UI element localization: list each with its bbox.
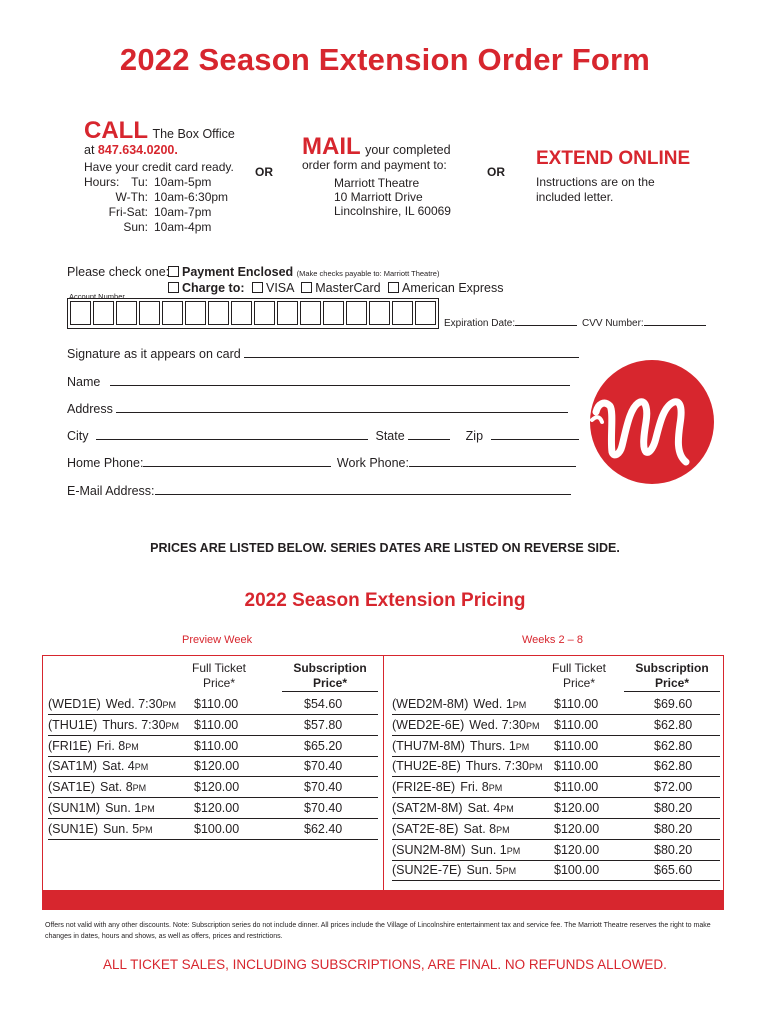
performance-label xyxy=(392,739,529,753)
full-ticket-price: $110.00 xyxy=(194,697,239,711)
subscription-price: $65.20 xyxy=(304,738,343,753)
hours-times xyxy=(154,175,228,235)
call-heading-big: CALL xyxy=(84,117,148,144)
table-row xyxy=(48,739,388,759)
series-code: (WED2E-6E) xyxy=(392,717,465,732)
subscription-price: $62.40 xyxy=(304,821,343,836)
full-ticket-price: $110.00 xyxy=(554,780,599,795)
pricing-title: 2022 Season Extension Pricing xyxy=(244,590,526,611)
performance-label xyxy=(48,759,148,773)
mastercard-label: MasterCard xyxy=(315,281,381,295)
hours-day: Sun: xyxy=(123,220,148,234)
full-ticket-price: $120.00 xyxy=(194,801,240,815)
performance-ampm: PM xyxy=(506,845,521,856)
table-row xyxy=(48,718,388,738)
full-price-header-line: Full Ticket xyxy=(191,661,246,675)
series-code: (SAT2M-8M) xyxy=(392,801,463,815)
table-row xyxy=(392,739,732,759)
subscription-price: $72.00 xyxy=(654,780,693,795)
performance-ampm: PM xyxy=(500,804,514,814)
online-line: Instructions are on the xyxy=(536,175,655,189)
account-number-digit-box[interactable] xyxy=(93,301,114,325)
performance-ampm: PM xyxy=(134,762,149,773)
full-ticket-price: $110.00 xyxy=(554,738,599,753)
performance-ampm: PM xyxy=(139,824,153,835)
full-ticket-price: $110.00 xyxy=(554,759,599,774)
amex-label: American Express xyxy=(402,281,504,295)
state-line[interactable] xyxy=(408,428,450,440)
performance-label xyxy=(392,822,510,836)
full-ticket-price: $110.00 xyxy=(554,697,599,711)
call-heading-rest: The Box Office xyxy=(152,127,235,141)
zip-label: Zip xyxy=(465,429,484,443)
subscription-price: $65.60 xyxy=(654,863,693,878)
call-phone-line xyxy=(84,143,178,157)
performance-label xyxy=(392,843,520,857)
hours-time: 10am-5pm xyxy=(154,175,212,189)
extend-online-heading: EXTEND ONLINE xyxy=(536,148,691,169)
preview-sub-price-header xyxy=(282,661,378,692)
mail-address-line: 10 Marriott Drive xyxy=(334,190,423,204)
weeks-full-price-header xyxy=(550,661,608,691)
mail-heading-big: MAIL xyxy=(302,133,361,160)
performance-label xyxy=(392,697,526,711)
full-price-header-line: Price* xyxy=(562,676,595,690)
performance-day-time: Sat. 4 xyxy=(467,801,501,815)
full-ticket-price: $120.00 xyxy=(554,842,600,857)
city-line[interactable] xyxy=(96,428,368,440)
performance-ampm: PM xyxy=(502,866,517,877)
table-row xyxy=(48,697,388,717)
signature-line[interactable] xyxy=(244,346,579,358)
performance-ampm: PM xyxy=(512,700,527,710)
account-number-digit-box[interactable] xyxy=(346,301,367,325)
name-line[interactable] xyxy=(110,374,570,386)
charge-to-checkbox[interactable] xyxy=(168,282,179,293)
full-price-header-line: Full Ticket xyxy=(551,661,606,675)
subscription-price: $70.40 xyxy=(304,759,343,774)
row-underline xyxy=(392,756,720,757)
signature-label: Signature as it appears on card xyxy=(67,347,241,361)
sub-price-header-line: Price* xyxy=(312,676,348,690)
row-underline xyxy=(48,797,378,798)
payment-enclosed-option[interactable] xyxy=(168,265,439,279)
subscription-price: $80.20 xyxy=(654,842,693,857)
mail-address-line: Lincolnshire, IL 60069 xyxy=(334,204,451,218)
account-number-digit-box[interactable] xyxy=(369,301,390,325)
sub-price-header-line: Price* xyxy=(654,676,690,690)
hours-time: 10am-6:30pm xyxy=(154,190,229,204)
marriott-theatre-m-logo-icon xyxy=(590,360,714,484)
name-field[interactable] xyxy=(67,374,567,389)
performance-ampm: PM xyxy=(496,824,510,835)
final-sale-notice: ALL TICKET SALES, INCLUDING SUBSCRIPTIONS, ARE FINAL. NO REFUNDS ALLOWED. xyxy=(103,957,667,972)
hours-day: Fri-Sat: xyxy=(108,205,148,219)
performance-day-time: Sun. 1 xyxy=(470,842,507,857)
account-number-digit-box[interactable] xyxy=(116,301,137,325)
payment-enclosed-note: (Make checks payable to: Marriott Theatre) xyxy=(296,269,440,278)
mail-instructions: order form and payment to: xyxy=(302,158,447,172)
series-code: (SUN2M-8M) xyxy=(392,842,466,857)
subscription-price: $54.60 xyxy=(304,697,343,711)
call-phone-prefix: at xyxy=(84,143,95,157)
mail-heading-rest: your completed xyxy=(365,143,451,157)
charge-to-label: Charge to: xyxy=(182,281,245,295)
mail-address xyxy=(334,176,451,218)
subscription-price: $70.40 xyxy=(304,801,343,815)
box-office-phone: 847.634.0200. xyxy=(97,143,178,157)
table-row xyxy=(48,822,388,842)
performance-label xyxy=(392,759,543,773)
hours-day: Tu: xyxy=(131,175,148,189)
account-number-digit-box[interactable] xyxy=(392,301,413,325)
performance-day-time: Thurs. 1 xyxy=(469,738,516,753)
performance-label xyxy=(392,780,502,794)
performance-day-time: Sun. 5 xyxy=(466,863,503,878)
subscription-price: $69.60 xyxy=(654,697,693,711)
email-label: E-Mail Address: xyxy=(67,484,155,498)
weeks-sub-price-header xyxy=(624,661,720,692)
prices-notice: PRICES ARE LISTED BELOW. SERIES DATES ARE LISTED ON REVERSE SIDE. xyxy=(150,541,620,555)
performance-label xyxy=(48,739,139,753)
full-ticket-price: $120.00 xyxy=(554,801,600,815)
table-row xyxy=(392,697,732,717)
performance-day-time: Sat. 4 xyxy=(102,759,135,774)
account-number-digit-box[interactable] xyxy=(323,301,344,325)
row-underline xyxy=(392,860,720,861)
series-code: (THU1E) xyxy=(48,717,98,732)
weeks-label: Weeks 2 – 8 xyxy=(522,634,583,646)
series-code: (THU7M-8M) xyxy=(392,738,465,753)
performance-day-time: Wed. 1 xyxy=(473,697,513,711)
subscription-price: $62.80 xyxy=(654,759,693,774)
account-number-digit-box[interactable] xyxy=(162,301,183,325)
or-label-1: OR xyxy=(255,165,273,179)
signature-field[interactable] xyxy=(67,346,567,361)
disclaimer: Offers not valid with any other discounts. Note: Subscription series do not include dinner. All prices include the Village of Lincolnshire entertainment tax and service fee. The Marriott Theatre reserves the right to make changes in dates, hours and shows, as well as offers, prices and restrictions. xyxy=(45,922,711,940)
performance-day-time: Thurs. 7:30 xyxy=(102,717,166,732)
performance-label xyxy=(392,718,540,732)
account-number-digit-box[interactable] xyxy=(300,301,321,325)
account-number-digit-box[interactable] xyxy=(185,301,206,325)
expiration-date-field[interactable] xyxy=(444,314,577,329)
preview-week-label: Preview Week xyxy=(182,634,253,646)
visa-checkbox[interactable] xyxy=(252,282,263,293)
series-code: (SAT1M) xyxy=(48,759,98,774)
series-code: (SAT2E-8E) xyxy=(392,821,459,836)
table-row xyxy=(392,718,732,738)
account-number-digit-box[interactable] xyxy=(139,301,160,325)
cvv-label: CVV Number: xyxy=(582,318,644,329)
row-underline xyxy=(392,818,720,819)
subscription-price: $70.40 xyxy=(304,780,343,795)
performance-label xyxy=(392,863,516,877)
row-underline xyxy=(392,776,720,777)
online-line: included letter. xyxy=(536,190,614,204)
performance-ampm: PM xyxy=(162,700,177,710)
home-phone-label: Home Phone: xyxy=(67,456,144,470)
performance-day-time: Sat. 8 xyxy=(100,780,133,795)
expiration-date-line[interactable] xyxy=(515,314,577,326)
check-one-label: Please check one: xyxy=(67,265,170,279)
phone-row xyxy=(67,455,567,470)
series-code: (FRI1E) xyxy=(48,738,92,753)
hours-time: 10am-7pm xyxy=(154,205,212,219)
table-row xyxy=(392,780,732,800)
series-code: (FRI2E-8E) xyxy=(392,780,456,795)
state-label: State xyxy=(375,429,405,443)
table-row xyxy=(48,780,388,800)
performance-day-time: Fri. 8 xyxy=(460,780,489,795)
work-phone-line[interactable] xyxy=(409,455,576,467)
table-row xyxy=(48,759,388,779)
row-underline xyxy=(48,714,378,715)
payment-enclosed-label: Payment Enclosed xyxy=(182,265,294,279)
performance-ampm: PM xyxy=(132,783,147,794)
mail-heading xyxy=(302,133,451,161)
performance-label xyxy=(392,801,514,815)
account-number-digit-box[interactable] xyxy=(415,301,436,325)
name-label: Name xyxy=(67,375,101,389)
performance-ampm: PM xyxy=(526,720,540,731)
row-underline xyxy=(392,880,720,881)
series-code: (SAT1E) xyxy=(48,780,95,795)
call-heading xyxy=(84,117,235,145)
subscription-price: $80.20 xyxy=(654,821,693,836)
subscription-price: $80.20 xyxy=(654,801,693,815)
series-code: (THU2E-8E) xyxy=(392,759,461,774)
performance-ampm: PM xyxy=(141,804,155,814)
full-ticket-price: $110.00 xyxy=(194,738,239,753)
account-number-label: Account Number xyxy=(69,292,125,301)
full-price-header-line: Price* xyxy=(202,676,235,690)
mail-address-line: Marriott Theatre xyxy=(334,176,420,190)
series-code: (WED2M-8M) xyxy=(392,697,469,711)
cvv-field[interactable] xyxy=(582,314,706,329)
pricing-table-footer-bar xyxy=(42,890,724,910)
table-row xyxy=(392,843,732,863)
performance-ampm: PM xyxy=(515,741,530,752)
address-line[interactable] xyxy=(116,401,568,413)
row-underline xyxy=(48,839,378,840)
hours-label: Hours: xyxy=(84,175,120,189)
account-number-digit-box[interactable] xyxy=(208,301,229,325)
full-ticket-price: $120.00 xyxy=(554,821,600,836)
address-field[interactable] xyxy=(67,401,567,416)
city-state-zip-row xyxy=(67,428,567,443)
performance-day-time: Thurs. 7:30 xyxy=(465,759,529,774)
performance-label xyxy=(48,801,155,815)
work-phone-label: Work Phone: xyxy=(336,456,409,470)
email-line[interactable] xyxy=(155,483,571,495)
performance-day-time: Sun. 5 xyxy=(103,821,140,836)
performance-day-time: Sat. 8 xyxy=(463,821,497,836)
performance-day-time: Fri. 8 xyxy=(96,738,126,753)
sub-price-header-line: Subscription xyxy=(635,661,709,675)
account-number-digit-box[interactable] xyxy=(254,301,275,325)
row-underline xyxy=(48,818,378,819)
performance-label xyxy=(48,697,176,711)
payment-enclosed-checkbox[interactable] xyxy=(168,266,179,277)
full-ticket-price: $120.00 xyxy=(194,780,240,795)
row-underline xyxy=(392,797,720,798)
charge-to-option[interactable] xyxy=(168,281,503,295)
full-ticket-price: $110.00 xyxy=(554,717,599,732)
table-row xyxy=(392,822,732,842)
account-number-digit-box[interactable] xyxy=(277,301,298,325)
full-ticket-price: $100.00 xyxy=(554,863,600,878)
visa-label: VISA xyxy=(265,281,294,295)
row-underline xyxy=(392,839,720,840)
row-underline xyxy=(392,735,720,736)
online-instructions xyxy=(536,175,655,205)
sub-price-header-line: Subscription xyxy=(293,661,367,675)
account-number-digit-box[interactable] xyxy=(70,301,91,325)
zip-line[interactable] xyxy=(491,428,579,440)
performance-label xyxy=(48,822,153,836)
address-label: Address xyxy=(67,402,113,416)
row-underline xyxy=(392,714,720,715)
full-ticket-price: $120.00 xyxy=(194,759,240,774)
amex-checkbox[interactable] xyxy=(388,282,399,293)
row-underline xyxy=(48,776,378,777)
performance-label xyxy=(48,780,146,794)
cvv-line[interactable] xyxy=(644,314,706,326)
performance-day-time: Wed. 7:30 xyxy=(105,697,163,711)
performance-day-time: Wed. 7:30 xyxy=(469,717,526,732)
performance-ampm: PM xyxy=(165,720,180,731)
full-ticket-price: $110.00 xyxy=(194,717,239,732)
city-label: City xyxy=(67,429,89,443)
series-code: (WED1E) xyxy=(48,697,101,711)
series-code: (SUN1M) xyxy=(48,801,101,815)
expiration-date-label: Expiration Date: xyxy=(444,318,516,329)
mastercard-checkbox[interactable] xyxy=(301,282,312,293)
subscription-price: $62.80 xyxy=(654,738,693,753)
or-label-2: OR xyxy=(487,165,505,179)
performance-ampm: PM xyxy=(125,741,139,752)
performance-ampm: PM xyxy=(488,783,503,794)
email-field[interactable] xyxy=(67,483,567,498)
call-credit-card-line: Have your credit card ready. xyxy=(84,160,234,174)
preview-full-price-header xyxy=(190,661,248,691)
subscription-price: $62.80 xyxy=(654,717,693,732)
table-row xyxy=(392,863,732,883)
row-underline xyxy=(48,756,378,757)
hours-days xyxy=(84,175,148,235)
performance-day-time: Sun. 1 xyxy=(105,801,142,815)
hours-time: 10am-4pm xyxy=(154,220,212,234)
home-phone-line[interactable] xyxy=(143,455,331,467)
performance-label xyxy=(48,718,179,732)
table-row xyxy=(392,801,732,821)
performance-ampm: PM xyxy=(529,762,543,773)
table-row xyxy=(48,801,388,821)
full-ticket-price: $100.00 xyxy=(194,821,240,836)
row-underline xyxy=(48,735,378,736)
series-code: (SUN1E) xyxy=(48,821,99,836)
table-row xyxy=(392,759,732,779)
series-code: (SUN2E-7E) xyxy=(392,863,462,878)
hours-day: W-Th: xyxy=(115,190,148,204)
subscription-price: $57.80 xyxy=(304,717,343,732)
page-title: 2022 Season Extension Order Form xyxy=(119,42,651,77)
account-number-digit-box[interactable] xyxy=(231,301,252,325)
